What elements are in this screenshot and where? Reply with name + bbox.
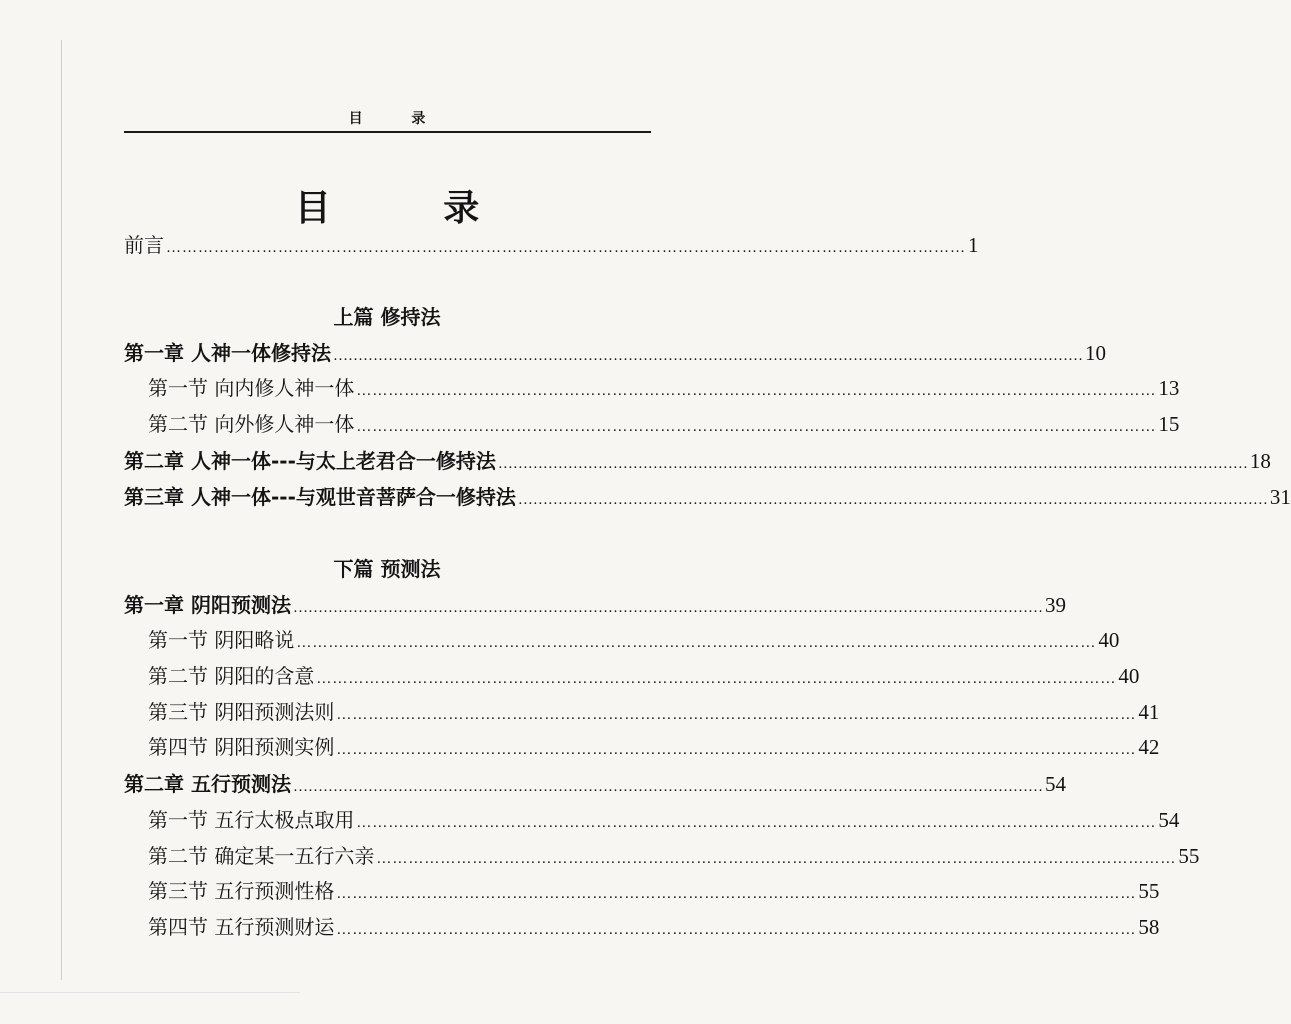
toc-entry-section[interactable] [148,732,1160,762]
leader-dots: …………………………………………………………………………………………………………………………………… [166,240,966,256]
toc-entry-title: 前言 [124,233,164,257]
toc-entry-section[interactable] [148,373,1180,403]
toc-entry-page: 10 [1084,341,1106,365]
toc-entry-title: 第二章 人神一体---与太上老君合一修持法 [124,449,496,473]
toc-entry-page: 15 [1158,412,1180,436]
leader-dots: …………………………………………………………………………………………………………………………………… [356,815,1157,831]
toc-entry-chapter[interactable] [124,590,1066,620]
toc-entry-section[interactable] [148,876,1160,906]
toc-entry-title: 第一章 人神一体修持法 [124,341,331,365]
toc-entry-page: 54 [1158,808,1180,832]
leader-dots: …………………………………………………………………………………………………………………………………… [316,671,1117,687]
toc-entry-page: 42 [1138,735,1160,759]
toc-entry-section[interactable] [148,625,1120,655]
leader-dots: …………………………………………………………………………………………………………………………………… [336,742,1137,758]
toc-entry-title: 第一节 五行太极点取用 [148,808,355,832]
toc-entry-page: 18 [1249,449,1271,473]
leader-dots: …………………………………………………………………………………………………………………………………… [336,922,1137,938]
binding-margin-line [61,40,62,980]
toc-entry-title: 第三章 人神一体---与观世音菩萨合一修持法 [124,485,516,509]
toc-entry-section[interactable] [148,841,1200,871]
toc-entry-title: 第四节 阴阳预测实例 [148,735,335,759]
toc-entry-section[interactable] [148,409,1180,439]
leader-dots: …………………………………………………………………………………………………………………………………… [332,348,1083,364]
toc-entry-section[interactable] [148,912,1160,942]
toc-entry-section[interactable] [148,697,1160,727]
toc-entry-page: 39 [1044,593,1066,617]
toc-entry-page: 55 [1138,879,1160,903]
leader-dots: …………………………………………………………………………………………………………………………………… [292,779,1043,795]
toc-entry-chapter[interactable] [124,446,1271,476]
leader-dots: …………………………………………………………………………………………………………………………………… [356,419,1157,435]
toc-entry-page: 55 [1178,844,1200,868]
toc-entry-title: 第二节 向外修人神一体 [148,412,355,436]
toc-entry-page: 41 [1138,700,1160,724]
running-header: 目 录 [348,111,448,127]
toc-entry-page: 13 [1158,376,1180,400]
leader-dots: …………………………………………………………………………………………………………………………………… [336,886,1137,902]
toc-entry-page: 40 [1098,628,1120,652]
leader-dots: …………………………………………………………………………………………………………………………………… [336,707,1137,723]
toc-entry-chapter[interactable] [124,338,1106,368]
section-heading-part-two: 下篇 预测法 [333,557,441,581]
toc-entry-title: 第一节 向内修人神一体 [148,376,355,400]
section-heading-part-one: 上篇 修持法 [333,305,441,329]
bottom-scan-mark [0,992,300,993]
toc-entry-title: 第四节 五行预测财运 [148,915,335,939]
page-title: 目 录 [294,188,530,229]
toc-entry-title: 第二节 阴阳的含意 [148,664,315,688]
toc-entry-section[interactable] [148,805,1180,835]
toc-entry-title: 第三节 阴阳预测法则 [148,700,335,724]
toc-entry-page: 58 [1138,915,1160,939]
leader-dots: …………………………………………………………………………………………………………………………………… [296,635,1097,651]
toc-entry-page: 1 [968,233,979,257]
leader-dots: …………………………………………………………………………………………………………………………………… [517,492,1268,508]
toc-entry-title: 第二节 确定某一五行六亲 [148,844,375,868]
toc-entry-page: 54 [1044,772,1066,796]
toc-entry-chapter[interactable] [124,769,1066,799]
leader-dots: …………………………………………………………………………………………………………………………………… [376,851,1177,867]
toc-entry-title: 第二章 五行预测法 [124,772,291,796]
toc-entry-title: 第一章 阴阳预测法 [124,593,291,617]
toc-entry-section[interactable] [148,661,1140,691]
header-rule [124,131,651,133]
leader-dots: …………………………………………………………………………………………………………………………………… [292,600,1043,616]
toc-entry-page: 40 [1118,664,1140,688]
toc-entry-chapter[interactable] [124,482,1291,512]
leader-dots: …………………………………………………………………………………………………………………………………… [356,383,1157,399]
leader-dots: …………………………………………………………………………………………………………………………………… [497,456,1248,472]
toc-entry-title: 第一节 阴阳略说 [148,628,295,652]
toc-entry-preface[interactable] [124,230,979,260]
toc-entry-title: 第三节 五行预测性格 [148,879,335,903]
toc-entry-page: 31 [1269,485,1291,509]
